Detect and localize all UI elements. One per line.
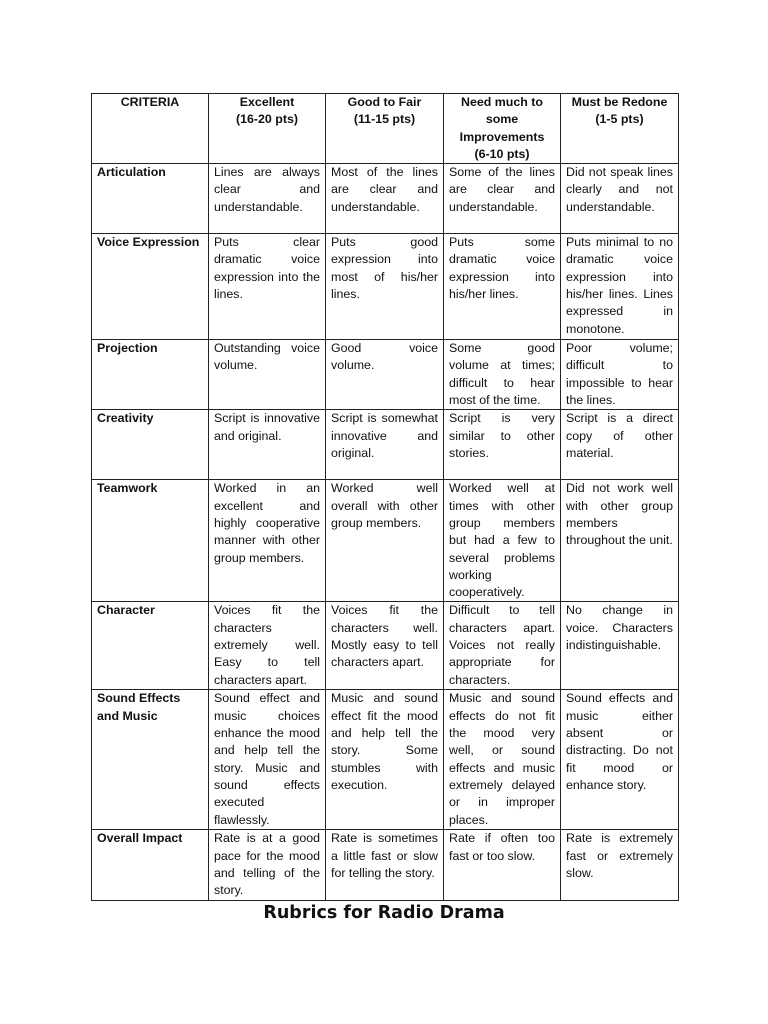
must-be-redone-cell: Script is a direct copy of other material.: [561, 410, 679, 480]
good-to-fair-cell: Voices fit the characters well. Mostly easy to tell characters apart.: [326, 602, 444, 690]
good-to-fair-cell: Puts good expression into most of his/her lines.: [326, 234, 444, 340]
need-improvements-cell: Some of the lines are clear and understandable.: [444, 164, 561, 234]
header-must-be-redone: Must be Redone (1-5 pts): [561, 94, 679, 164]
excellent-cell: Script is innovative and original.: [209, 410, 326, 480]
table-row: [92, 410, 679, 480]
must-be-redone-cell: Poor volume; difficult to impossible to hear the lines.: [561, 340, 679, 410]
document-title: Rubrics for Radio Drama: [263, 903, 505, 923]
need-improvements-cell: Worked well at times with other group members but had a few to several problems working cooperatively.: [444, 480, 561, 602]
need-improvements-cell: Music and sound effects do not fit the mood very well, or sound effects and music extremely delayed or in improper places.: [444, 690, 561, 830]
criteria-cell: Creativity: [92, 410, 209, 480]
table-row: [92, 830, 679, 900]
excellent-cell: Rate is at a good pace for the mood and telling of the story.: [209, 830, 326, 900]
criteria-cell: Projection: [92, 340, 209, 410]
need-improvements-cell: Script is very similar to other stories.: [444, 410, 561, 480]
must-be-redone-cell: No change in voice. Characters indistinguishable.: [561, 602, 679, 690]
must-be-redone-cell: Puts minimal to no dramatic voice expression into his/her lines. Lines expressed in monotone.: [561, 234, 679, 340]
need-improvements-cell: Rate if often too fast or too slow.: [444, 830, 561, 900]
must-be-redone-cell: Did not speak lines clearly and not understandable.: [561, 164, 679, 234]
excellent-cell: Outstanding voice volume.: [209, 340, 326, 410]
criteria-cell: Sound Effects and Music: [92, 690, 209, 830]
excellent-cell: Sound effect and music choices enhance the mood and help tell the story. Music and sound effects executed flawlessly.: [209, 690, 326, 830]
excellent-cell: Voices fit the characters extremely well. Easy to tell characters apart.: [209, 602, 326, 690]
table-row: [92, 164, 679, 234]
criteria-cell: Overall Impact: [92, 830, 209, 900]
need-improvements-cell: Some good volume at times; difficult to hear most of the time.: [444, 340, 561, 410]
need-improvements-cell: Puts some dramatic voice expression into his/her lines.: [444, 234, 561, 340]
need-improvements-cell: Difficult to tell characters apart. Voices not really appropriate for characters.: [444, 602, 561, 690]
criteria-cell: Voice Expression: [92, 234, 209, 340]
table-row: [92, 690, 679, 830]
excellent-cell: Worked in an excellent and highly cooperative manner with other group members.: [209, 480, 326, 602]
criteria-cell: Teamwork: [92, 480, 209, 602]
good-to-fair-cell: Worked well overall with other group members.: [326, 480, 444, 602]
rubric-table: [91, 93, 679, 901]
must-be-redone-cell: Sound effects and music either absent or distracting. Do not fit mood or enhance story.: [561, 690, 679, 830]
excellent-cell: Puts clear dramatic voice expression into the lines.: [209, 234, 326, 340]
must-be-redone-cell: Rate is extremely fast or extremely slow.: [561, 830, 679, 900]
header-criteria: CRITERIA: [92, 94, 209, 164]
header-need-improvements: Need much to some Improvements (6-10 pts): [444, 94, 561, 164]
header-row: [92, 94, 679, 164]
good-to-fair-cell: Script is somewhat innovative and original.: [326, 410, 444, 480]
criteria-cell: Character: [92, 602, 209, 690]
criteria-cell: Articulation: [92, 164, 209, 234]
good-to-fair-cell: Most of the lines are clear and understandable.: [326, 164, 444, 234]
good-to-fair-cell: Rate is sometimes a little fast or slow for telling the story.: [326, 830, 444, 900]
good-to-fair-cell: Music and sound effect fit the mood and help tell the story. Some stumbles with execution.: [326, 690, 444, 830]
header-good-to-fair: Good to Fair (11-15 pts): [326, 94, 444, 164]
good-to-fair-cell: Good voice volume.: [326, 340, 444, 410]
table-row: [92, 340, 679, 410]
table-row: [92, 234, 679, 340]
must-be-redone-cell: Did not work well with other group members throughout the unit.: [561, 480, 679, 602]
table-row: [92, 480, 679, 602]
header-excellent: Excellent (16-20 pts): [209, 94, 326, 164]
excellent-cell: Lines are always clear and understandable.: [209, 164, 326, 234]
table-row: [92, 602, 679, 690]
